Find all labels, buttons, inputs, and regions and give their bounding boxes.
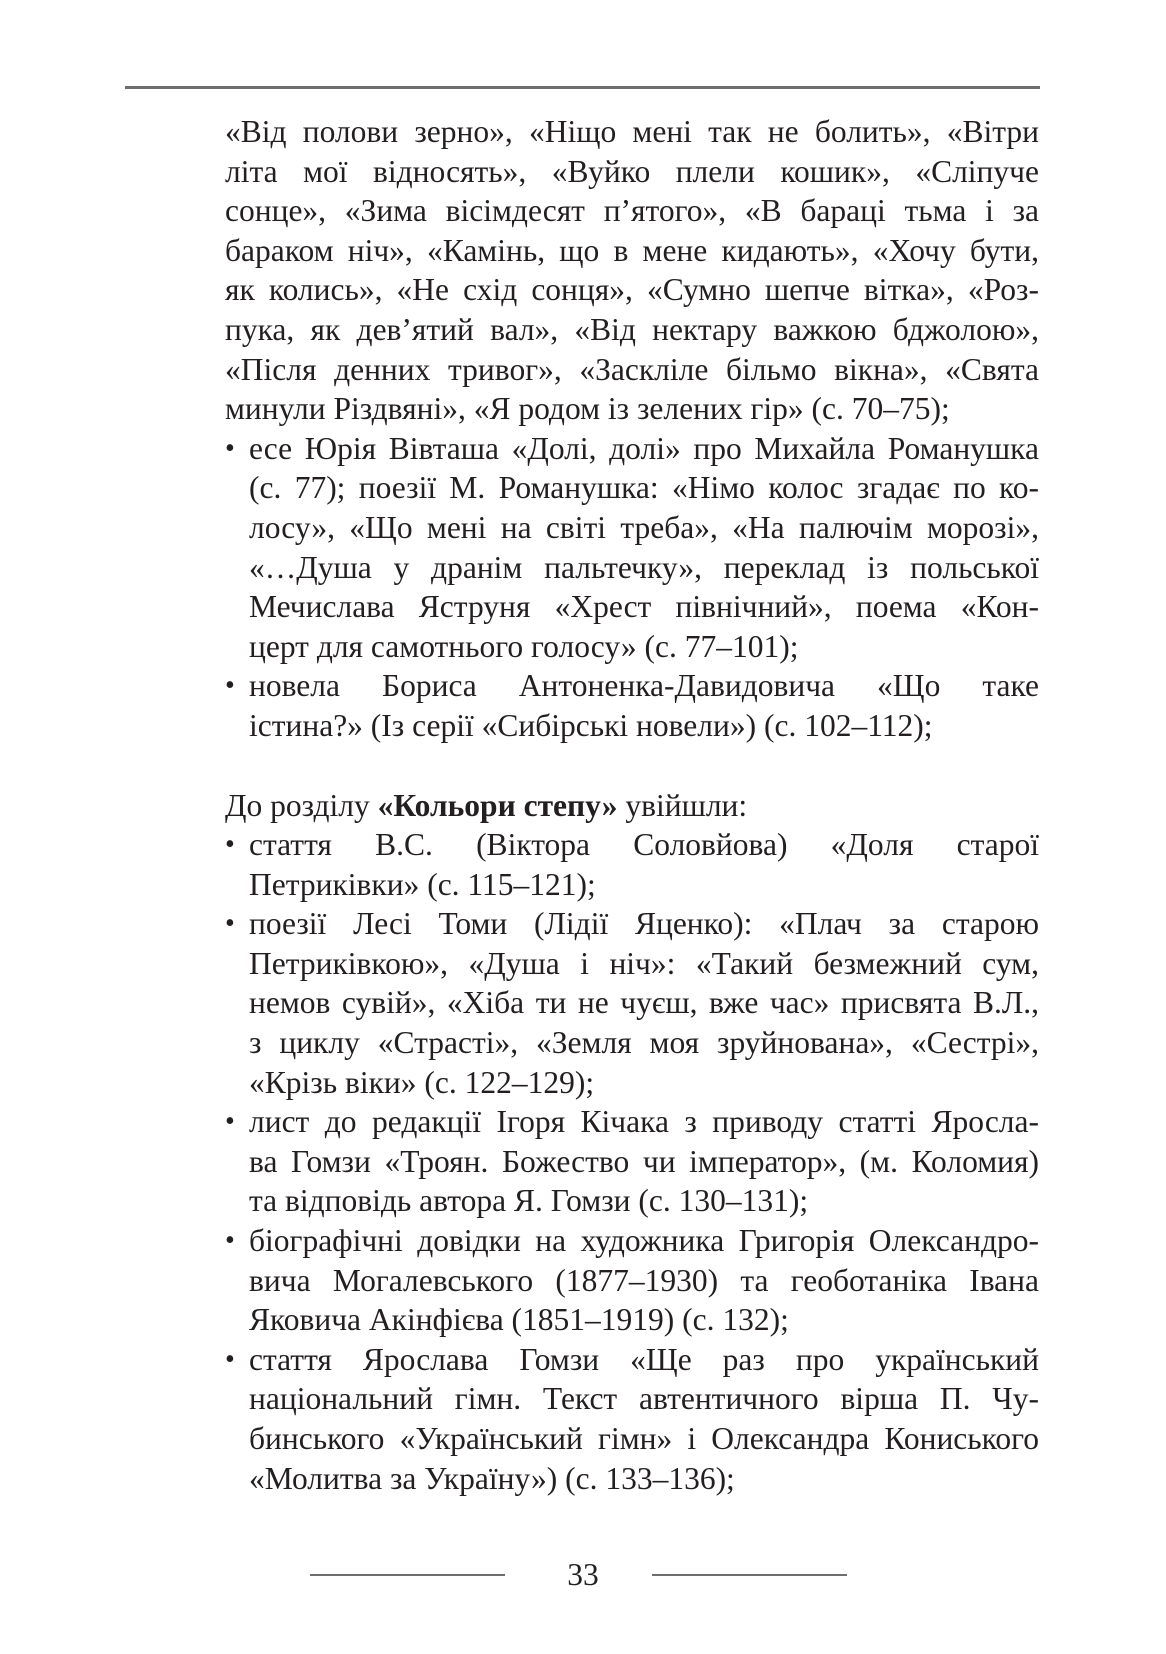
page-content: [225, 112, 1039, 1498]
footer-rule-right: [652, 1574, 847, 1576]
text-line: Петриківкою», «Душа і ніч»: «Такий безмежний сум,: [249, 945, 1039, 981]
list-item: [225, 1221, 1039, 1340]
section-intro-prefix: До розділу: [225, 787, 378, 823]
text-line: стаття Ярослава Гомзи «Ще раз про український: [249, 1341, 1039, 1377]
text-line: Петриківки» (с. 115–121);: [249, 866, 596, 902]
text-line: з циклу «Страсті», «Земля моя зруйнована», «Сестрі»,: [249, 1025, 1039, 1061]
list-item: [225, 825, 1039, 904]
bullet-icon: •: [225, 1225, 235, 1257]
text-line: лист до редакції Ігоря Кічака з приводу статті Яросла-: [249, 1104, 1039, 1140]
text-line: минули Різдвяні», «Я родом із зелених гір» (с. 70–75);: [225, 391, 950, 427]
section-title: «Кольори степу»: [377, 787, 618, 823]
text-line: «Крізь віки» (с. 122–129);: [249, 1064, 595, 1100]
text-line: Мечислава Яструня «Хрест північний», поема «Кон-: [249, 589, 1039, 625]
text-line: «Після денних тривог», «Заскліле більмо вікна», «Свята: [225, 351, 1039, 387]
bullet-icon: •: [225, 432, 235, 464]
list-item: [225, 1340, 1039, 1498]
text-line: есе Юрія Вівташа «Долі, долі» про Михайла Романушка: [249, 430, 1039, 466]
text-line: істина?» (Із серії «Сибірські новели») (с. 102–112);: [249, 707, 933, 743]
bullet-list-section-2: [225, 825, 1039, 1498]
text-line: як колись», «Не схід сонця», «Сумно шепче вітка», «Роз-: [225, 272, 1039, 308]
list-item: [225, 666, 1039, 745]
text-line: лосу», «Що мені на світі треба», «На палючім морозі»,: [249, 509, 1039, 545]
text-line: (с. 77); поезії М. Романушка: «Німо колос згадає по ко-: [249, 470, 1039, 506]
text-line: Яковича Акінфієва (1851–1919) (с. 132);: [249, 1302, 789, 1338]
list-item: [225, 1102, 1039, 1221]
text-line: стаття В.С. (Віктора Соловйова) «Доля старої: [249, 827, 1039, 863]
section-intro-suffix: увійшли:: [617, 787, 748, 823]
list-item: [225, 429, 1039, 667]
text-line: літа мої відносять», «Вуйко плели кошик», «Сліпуче: [225, 153, 1039, 189]
text-line: немов сувій», «Хіба ти не чуєш, вже час» присвята В.Л.,: [249, 985, 1039, 1021]
bullet-icon: •: [225, 1343, 235, 1375]
continuation-paragraph: [225, 112, 1039, 429]
text-line: вича Могалевського (1877–1930) та геоботаніка Івана: [249, 1262, 1039, 1298]
page-number: 33: [567, 1557, 599, 1592]
bullet-list-section-1: [225, 429, 1039, 746]
text-line: церт для самотнього голосу» (с. 77–101);: [249, 628, 799, 664]
text-line: біографічні довідки на художника Григорія Олександро-: [249, 1223, 1039, 1259]
text-line: національний гімн. Текст автентичного вірша П. Чу-: [249, 1381, 1039, 1417]
text-line: поезії Лесі Томи (Лідії Яценко): «Плач за старою: [249, 906, 1039, 942]
list-item: [225, 904, 1039, 1102]
text-line: бараком ніч», «Камінь, що в мене кидають», «Хочу бути,: [225, 232, 1039, 268]
text-line: пука, як дев’ятий вал», «Від нектару важкою бджолою»,: [225, 311, 1039, 347]
bullet-icon: •: [225, 829, 235, 861]
footer-rule-left: [310, 1574, 505, 1576]
text-line: бинського «Український гімн» і Олександра Кониського: [249, 1421, 1039, 1456]
text-line: «Молитва за Україну») (с. 133–136);: [249, 1460, 735, 1496]
text-line: та відповідь автора Я. Гомзи (с. 130–131);: [249, 1183, 809, 1219]
bullet-icon: •: [225, 1106, 235, 1138]
header-rule: [125, 86, 1040, 89]
text-line: сонце», «Зима вісімдесят п’ятого», «В бараці тьма і за: [225, 193, 1039, 229]
text-line: «…Душа у дранім пальтечку», переклад із польської: [249, 549, 1039, 585]
text-line: ва Гомзи «Троян. Божество чи імператор», (м. Коломия): [249, 1143, 1039, 1179]
section-intro: [225, 786, 1039, 826]
bullet-icon: •: [225, 670, 235, 702]
text-line: новела Бориса Антоненка-Давидовича «Що таке: [249, 668, 1039, 704]
paragraph-gap: [225, 746, 1039, 786]
text-line: «Від полови зерно», «Ніщо мені так не болить», «Вітри: [225, 114, 1039, 149]
page-footer: [0, 1555, 1166, 1595]
bullet-icon: •: [225, 908, 235, 940]
